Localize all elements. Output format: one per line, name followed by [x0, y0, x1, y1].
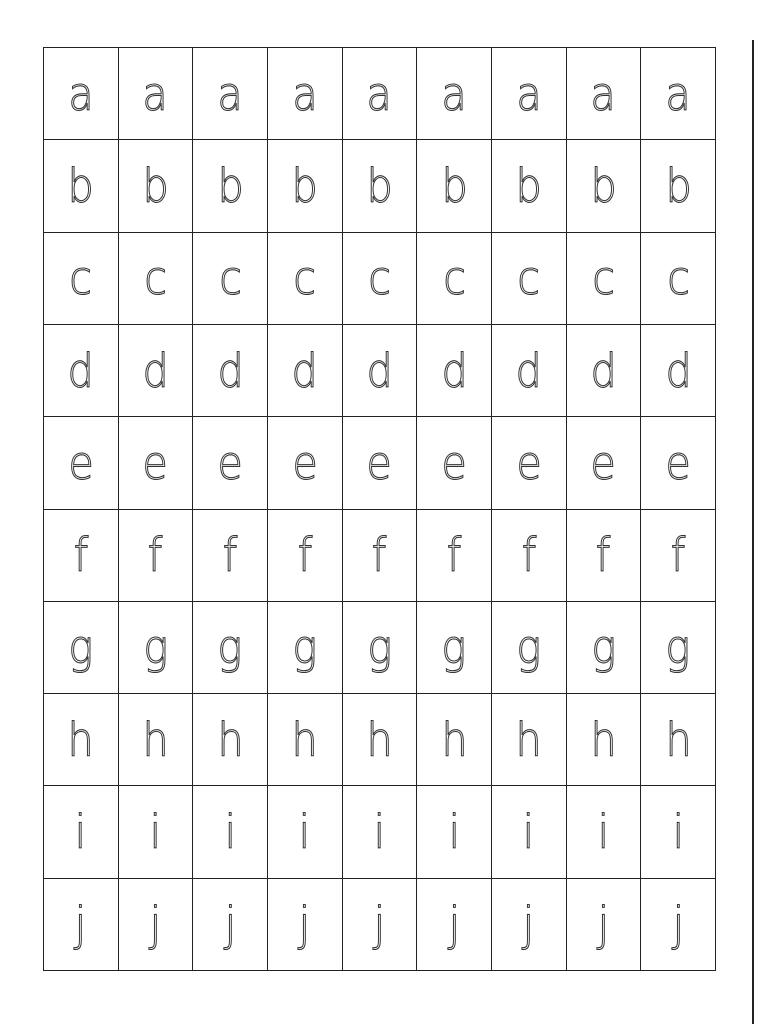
trace-cell [417, 325, 492, 417]
trace-letter: e [292, 435, 318, 490]
trace-cell [44, 233, 119, 325]
trace-cell [417, 694, 492, 786]
trace-letter: i [299, 805, 311, 860]
trace-letter: a [217, 66, 243, 121]
trace-cell [268, 417, 343, 509]
trace-letter: g [516, 620, 542, 675]
trace-letter: g [591, 620, 616, 675]
trace-letter: j [373, 897, 386, 952]
trace-letter: d [142, 343, 169, 398]
trace-cell [492, 694, 567, 786]
trace-letter: d [67, 343, 94, 398]
trace-cell [417, 786, 492, 878]
trace-letter: h [590, 712, 617, 767]
trace-cell [343, 325, 418, 417]
trace-letter: f [521, 528, 537, 583]
trace-letter: f [148, 528, 163, 583]
trace-letter: i [448, 805, 460, 860]
trace-letter: h [515, 712, 542, 767]
trace-cell [641, 417, 716, 509]
trace-cell [567, 694, 642, 786]
trace-letter: e [217, 435, 243, 490]
trace-letter: g [367, 620, 392, 675]
trace-cell [417, 602, 492, 694]
trace-cell [193, 325, 268, 417]
trace-letter: a [441, 66, 467, 121]
trace-cell [119, 417, 194, 509]
trace-cell [44, 510, 119, 602]
trace-cell [567, 786, 642, 878]
trace-letter: i [597, 805, 610, 860]
trace-letter: b [142, 158, 169, 213]
trace-cell [119, 325, 194, 417]
trace-letter: e [516, 435, 542, 490]
trace-letter: b [515, 158, 542, 213]
trace-letter: h [217, 712, 244, 767]
trace-cell [343, 694, 418, 786]
trace-letter: j [672, 897, 684, 952]
trace-letter: d [665, 343, 692, 398]
trace-cell [641, 786, 716, 878]
trace-letter: a [590, 66, 617, 121]
trace-letter: f [446, 528, 462, 583]
trace-letter: f [596, 528, 611, 583]
trace-cell [492, 510, 567, 602]
trace-cell [343, 879, 418, 971]
trace-cell [492, 325, 567, 417]
trace-letter: d [291, 343, 318, 398]
trace-cell [417, 510, 492, 602]
trace-cell [268, 325, 343, 417]
trace-letter: a [366, 66, 393, 121]
trace-letter: d [217, 343, 244, 398]
trace-letter: c [666, 251, 690, 306]
trace-cell [268, 602, 343, 694]
trace-cell [567, 417, 642, 509]
tracing-grid [43, 47, 716, 971]
trace-letter: g [665, 620, 691, 675]
trace-letter: g [292, 620, 318, 675]
trace-cell [417, 417, 492, 509]
trace-cell [492, 48, 567, 140]
trace-cell [119, 510, 194, 602]
trace-cell [268, 879, 343, 971]
trace-letter: i [523, 805, 535, 860]
trace-letter: g [217, 620, 243, 675]
trace-cell [44, 602, 119, 694]
trace-cell [193, 694, 268, 786]
trace-letter: e [665, 435, 691, 490]
trace-cell [44, 879, 119, 971]
trace-letter: c [69, 251, 93, 306]
trace-cell [119, 694, 194, 786]
trace-letter: c [592, 251, 615, 306]
trace-cell [567, 48, 642, 140]
trace-letter: b [665, 158, 692, 213]
trace-letter: e [590, 435, 617, 490]
trace-cell [492, 786, 567, 878]
trace-cell [343, 786, 418, 878]
trace-letter: e [441, 435, 467, 490]
trace-letter: e [142, 435, 169, 490]
trace-cell [268, 48, 343, 140]
trace-cell [492, 140, 567, 232]
trace-cell [119, 140, 194, 232]
trace-cell [567, 602, 642, 694]
trace-letter: c [442, 251, 466, 306]
trace-letter: d [441, 343, 468, 398]
trace-letter: h [142, 712, 169, 767]
trace-letter: j [224, 897, 236, 952]
trace-letter: h [291, 712, 318, 767]
trace-cell [417, 48, 492, 140]
trace-cell [119, 233, 194, 325]
trace-letter: h [441, 712, 468, 767]
right-margin-rule [752, 40, 754, 1024]
trace-letter: f [670, 528, 686, 583]
trace-cell [193, 233, 268, 325]
trace-letter: h [366, 712, 393, 767]
trace-cell [641, 325, 716, 417]
trace-cell [268, 510, 343, 602]
trace-cell [641, 510, 716, 602]
trace-letter: c [293, 251, 317, 306]
trace-letter: f [297, 528, 313, 583]
trace-letter: f [372, 528, 387, 583]
trace-cell [417, 140, 492, 232]
trace-cell [193, 602, 268, 694]
trace-letter: i [149, 805, 162, 860]
trace-cell [343, 48, 418, 140]
trace-cell [567, 879, 642, 971]
trace-cell [417, 233, 492, 325]
trace-letter: g [143, 620, 168, 675]
trace-letter: i [373, 805, 386, 860]
trace-letter: a [142, 66, 169, 121]
trace-cell [567, 325, 642, 417]
trace-cell [343, 417, 418, 509]
trace-letter: f [73, 528, 89, 583]
trace-letter: b [291, 158, 318, 213]
trace-cell [268, 233, 343, 325]
trace-cell [44, 325, 119, 417]
trace-letter: j [149, 897, 162, 952]
trace-letter: a [665, 66, 691, 121]
trace-letter: d [590, 343, 617, 398]
trace-letter: j [597, 897, 610, 952]
trace-cell [44, 48, 119, 140]
trace-cell [343, 510, 418, 602]
trace-letter: b [441, 158, 468, 213]
trace-cell [119, 602, 194, 694]
trace-cell [193, 48, 268, 140]
trace-cell [641, 48, 716, 140]
trace-cell [268, 140, 343, 232]
trace-cell [193, 510, 268, 602]
trace-cell [119, 786, 194, 878]
trace-letter: c [368, 251, 391, 306]
trace-cell [492, 233, 567, 325]
trace-cell [567, 233, 642, 325]
trace-letter: j [75, 897, 87, 952]
trace-letter: i [224, 805, 236, 860]
trace-letter: i [672, 805, 684, 860]
trace-cell [193, 140, 268, 232]
trace-cell [492, 417, 567, 509]
trace-letter: e [366, 435, 393, 490]
trace-cell [641, 879, 716, 971]
trace-letter: h [665, 712, 692, 767]
trace-letter: c [144, 251, 167, 306]
trace-cell [492, 602, 567, 694]
trace-cell [193, 417, 268, 509]
trace-cell [567, 140, 642, 232]
trace-cell [119, 879, 194, 971]
trace-letter: e [68, 435, 94, 490]
trace-letter: a [68, 66, 94, 121]
trace-cell [417, 879, 492, 971]
trace-letter: g [68, 620, 94, 675]
trace-cell [641, 140, 716, 232]
trace-letter: b [67, 158, 94, 213]
trace-cell [193, 879, 268, 971]
trace-letter: b [217, 158, 244, 213]
trace-letter: d [366, 343, 393, 398]
trace-cell [119, 48, 194, 140]
trace-letter: a [292, 66, 318, 121]
trace-cell [641, 602, 716, 694]
trace-cell [44, 694, 119, 786]
trace-letter: c [517, 251, 541, 306]
trace-letter: g [441, 620, 467, 675]
trace-cell [492, 879, 567, 971]
trace-letter: c [218, 251, 242, 306]
trace-letter: f [222, 528, 238, 583]
trace-cell [343, 602, 418, 694]
trace-cell [343, 233, 418, 325]
trace-letter: a [516, 66, 542, 121]
trace-letter: i [75, 805, 87, 860]
trace-cell [193, 786, 268, 878]
trace-cell [44, 417, 119, 509]
trace-cell [343, 140, 418, 232]
trace-cell [268, 786, 343, 878]
trace-letter: d [515, 343, 542, 398]
trace-letter: b [366, 158, 393, 213]
trace-cell [44, 786, 119, 878]
trace-cell [641, 233, 716, 325]
trace-cell [268, 694, 343, 786]
trace-letter: j [448, 897, 460, 952]
trace-letter: b [590, 158, 617, 213]
trace-letter: h [67, 712, 94, 767]
trace-cell [44, 140, 119, 232]
trace-letter: j [523, 897, 535, 952]
trace-letter: j [299, 897, 311, 952]
trace-cell [567, 510, 642, 602]
trace-cell [641, 694, 716, 786]
